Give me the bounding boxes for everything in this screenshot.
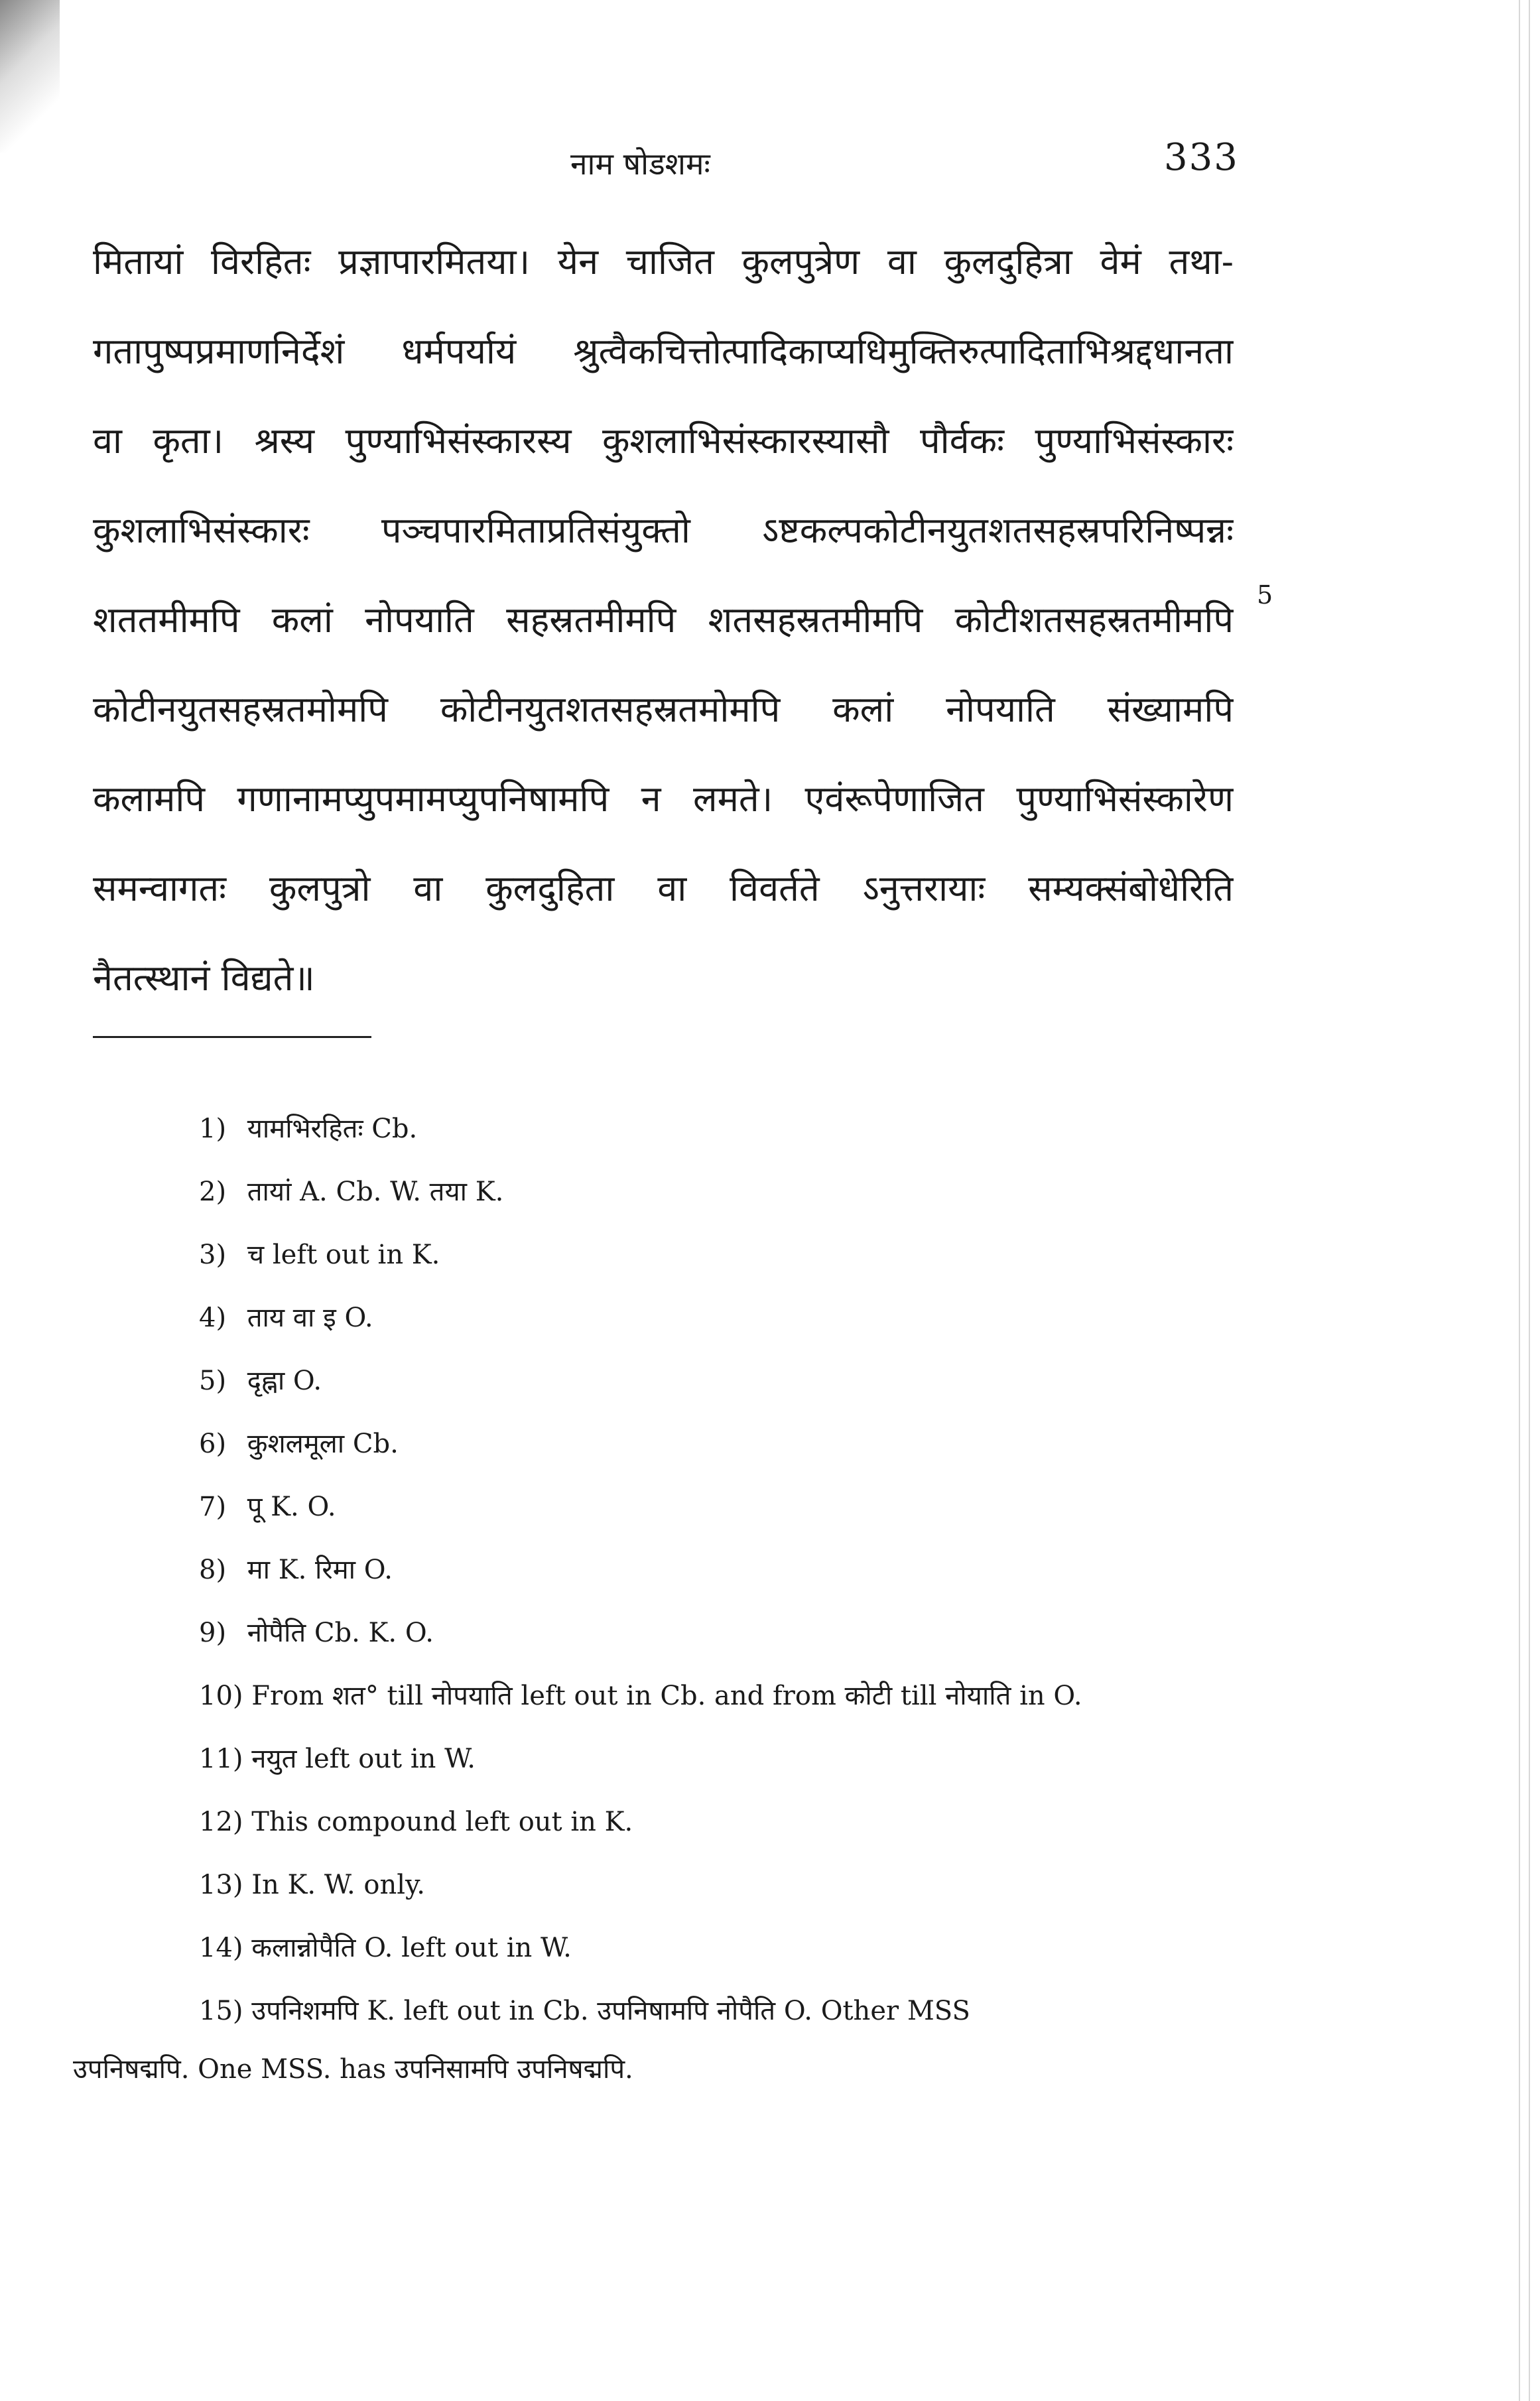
- text-line: नैतत्स्थानं विद्यते॥: [93, 957, 315, 999]
- footnote-number: 13): [199, 1870, 243, 1900]
- footnote-text: From शत° till नोपयाति left out in Cb. and from कोटी till नोयाति in O.: [251, 1681, 1082, 1711]
- text-line: वा कृता। श्रस्य पुण्याभिसंस्कारस्य कुशलाभिसंस्कारस्यासौ पौर्वकः पुण्याभिसंस्कारः: [93, 420, 1234, 462]
- footnote-number: 7): [199, 1492, 227, 1522]
- footnote-text: कुशलमूला Cb.: [247, 1429, 399, 1459]
- footnote: [199, 1602, 1234, 1665]
- footnote-text: च left out in K.: [247, 1240, 440, 1270]
- footnote-text: दृह्ना O.: [247, 1366, 322, 1396]
- footnote-text: मा K. रिमा O.: [247, 1555, 393, 1585]
- footnote-text: This compound left out in K.: [251, 1807, 633, 1837]
- footnote: [199, 1161, 1234, 1224]
- footnote-number: 11): [199, 1744, 243, 1774]
- footnote-text: In K. W. only.: [251, 1870, 426, 1900]
- text-line: कोटीनयुतसहस्रतमोमपि कोटीनयुतशतसहस्रतमोमपि कलां नोपयाति संख्यामपि: [93, 688, 1234, 730]
- footnote-divider: [93, 1036, 371, 1038]
- footnote-text: ताय वा इ O.: [247, 1303, 373, 1333]
- text-line: शततमीमपि कलां नोपयाति सहस्रतमीमपि शतसहस्रतमीमपि कोटीशतसहस्रतमीमपि: [93, 599, 1234, 641]
- footnote-text: पू K. O.: [247, 1492, 336, 1522]
- text-line: कलामपि गणानामप्युपमामप्युपनिषामपि न लमते। एवंरूपेणाजित पुण्याभिसंस्कारेण: [93, 778, 1234, 820]
- footnote-number: 12): [199, 1807, 243, 1837]
- footnote: [199, 1665, 1234, 1728]
- footnote-continuation: उपनिषद्मपि. One MSS. has उपनिसामपि उपनिषद्मपि.: [73, 2054, 633, 2085]
- footnote-number: 3): [199, 1240, 227, 1270]
- footnote: [199, 1413, 1234, 1476]
- footnote: [199, 1224, 1234, 1287]
- footnote: [199, 1476, 1234, 1539]
- footnote-number: 1): [199, 1114, 227, 1144]
- footnote-text: नोपैति Cb. K. O.: [247, 1618, 434, 1648]
- text-line: मितायां विरहितः प्रज्ञापारमितया। येन चाजित कुलपुत्रेण वा कुलदुहित्रा वेमं तथा-: [93, 241, 1234, 283]
- page-edge-line: [1519, 0, 1520, 2401]
- footnote: [199, 1350, 1234, 1413]
- footnote: [199, 1791, 1234, 1854]
- text-line: कुशलाभिसंस्कारः पञ्चपारमिताप्रतिसंयुक्तो ऽष्टकल्पकोटीनयुतशतसहस्रपरिनिष्पन्नः: [93, 509, 1234, 551]
- main-text: [93, 222, 1234, 1028]
- line-number-marker: 5: [1257, 580, 1273, 610]
- footnote: [199, 1098, 1234, 1161]
- footnote: [199, 1287, 1234, 1350]
- footnote: [199, 1980, 1234, 2043]
- running-header: [0, 136, 1540, 189]
- page-number: 333: [1164, 136, 1239, 179]
- footnote: [199, 1917, 1234, 1980]
- footnote: [199, 1539, 1234, 1602]
- footnote-number: 9): [199, 1618, 227, 1648]
- footnote-number: 5): [199, 1366, 227, 1396]
- footnote-text: यामभिरहितः Cb.: [247, 1114, 418, 1144]
- footnote-number: 10): [199, 1681, 243, 1711]
- scan-smudge: [0, 0, 60, 153]
- footnote-number: 2): [199, 1177, 227, 1207]
- footnote-text: नयुत left out in W.: [251, 1744, 476, 1774]
- footnotes: [199, 1098, 1234, 2043]
- footnote: [199, 1854, 1234, 1917]
- footnote-text: कलान्नोपैति O. left out in W.: [251, 1933, 572, 1963]
- footnote-number: 6): [199, 1429, 227, 1459]
- footnote-number: 4): [199, 1303, 227, 1333]
- footnote-text: उपनिशमपि K. left out in Cb. उपनिषामपि नोपैति O. Other MSS: [251, 1996, 970, 2026]
- footnote: [199, 1728, 1234, 1791]
- footnote-number: 8): [199, 1555, 227, 1585]
- text-line: गतापुष्पप्रमाणनिर्देशं धर्मपर्यायं श्रुत्वैकचित्तोत्पादिकाप्यधिमुक्तिरुत्पादिताभिश्रद्दधानता: [93, 330, 1234, 372]
- footnote-number: 14): [199, 1933, 243, 1963]
- text-line: समन्वागतः कुलपुत्रो वा कुलदुहिता वा विवर्तते ऽनुत्तरायाः सम्यक्संबोधेरिति: [93, 868, 1234, 909]
- footnote-number: 15): [199, 1996, 243, 2026]
- page-edge-line: [1529, 0, 1530, 2401]
- footnote-text: तायां A. Cb. W. तया K.: [247, 1177, 504, 1207]
- header-title: नाम षोडशमः: [570, 146, 710, 182]
